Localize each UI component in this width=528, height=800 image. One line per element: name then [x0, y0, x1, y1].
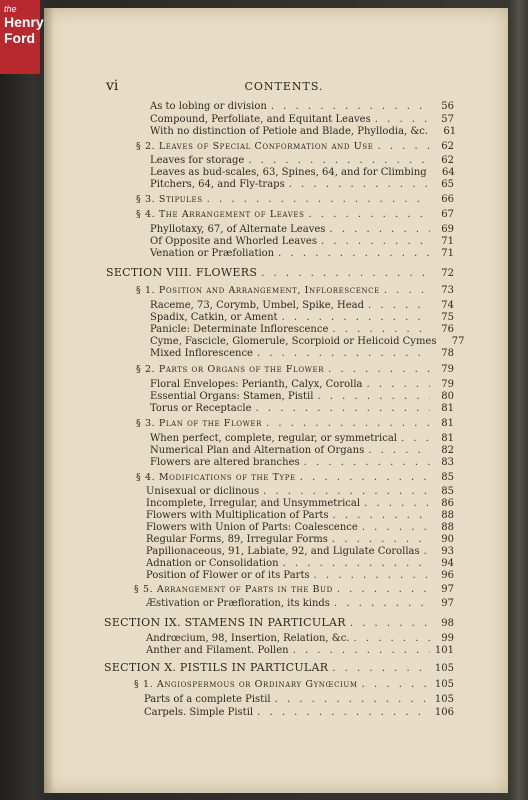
toc-entry: Compound, Perfoliate, and Equitant Leaves . . . 57: [150, 114, 454, 126]
toc-entry: Mixed Inflorescence . . . 78: [150, 348, 454, 360]
toc-section: SECTION VIII. FLOWERS . . . 72: [106, 267, 454, 279]
toc-subsection: § 2. Parts or Organs of the Flower . . . 79: [136, 364, 454, 376]
toc-entry: Parts of a complete Pistil . . . 105: [144, 694, 454, 706]
toc-entry: Flowers with Multiplication of Parts . . . 88: [146, 510, 454, 522]
toc-subsection: § 1. Angiospermous or Ordinary Gynœcium . . . 105: [134, 679, 454, 691]
toc-entry: Carpels. Simple Pistil . . . 106: [144, 707, 454, 719]
toc-entry: Andrœcium, 98, Insertion, Relation, &c. . . . 99: [146, 633, 454, 645]
toc-entry: Essential Organs: Stamen, Pistil . . . 80: [150, 391, 454, 403]
toc-entry: Numerical Plan and Alternation of Organs . . . 82: [150, 445, 454, 457]
toc-entry: Phyllotaxy, 67, of Alternate Leaves . . . 69: [150, 224, 454, 236]
toc-entry: Torus or Receptacle . . . 81: [150, 403, 454, 415]
toc-section: SECTION IX. STAMENS IN PARTICULAR . . . 98: [104, 617, 454, 629]
toc-entry: Panicle: Determinate Inflorescence . . . 76: [150, 324, 454, 336]
toc-subsection: § 2. Leaves of Special Conformation and Use . . . 62: [136, 141, 454, 153]
toc-entry: Cyme, Fascicle, Glomerule, Scorpioid or Helicoid Cymes 77: [150, 336, 465, 347]
toc-entry: Regular Forms, 89, Irregular Forms . . . 90: [146, 534, 454, 546]
logo-line-1: the: [4, 4, 17, 14]
toc-entry: Venation or Præfoliation . . . 71: [150, 248, 454, 260]
toc-entry: Unisexual or diclinous . . . 85: [146, 486, 454, 498]
toc-entry: Pitchers, 64, and Fly-traps . . . 65: [150, 179, 454, 191]
toc-subsection: § 1. Position and Arrangement, Inflorescence . . . 73: [136, 285, 454, 297]
toc-entry: Position of Flower or of its Parts . . . 96: [146, 570, 454, 582]
logo-line-2: Henry: [4, 14, 44, 30]
toc-entry: Æstivation or Præfloration, its kinds . . . 97: [146, 598, 454, 610]
page-title: CONTENTS.: [244, 80, 324, 93]
toc-entry: When perfect, complete, regular, or symmetrical . . . 81: [150, 433, 454, 445]
toc-subsection: § 5. Arrangement of Parts in the Bud . . . 97: [134, 584, 454, 596]
toc-entry: Raceme, 73, Corymb, Umbel, Spike, Head . . . 74: [150, 300, 454, 312]
toc-entry: Floral Envelopes: Perianth, Calyx, Corolla . . . 79: [150, 379, 454, 391]
toc-subsection: § 4. The Arrangement of Leaves . . . 67: [136, 209, 454, 221]
toc-subsection: § 3. Stipules . . . 66: [136, 194, 454, 206]
toc-entry: Papilionaceous, 91, Labiate, 92, and Ligulate Corollas . . . 93: [146, 546, 454, 558]
toc-entry: Of Opposite and Whorled Leaves . . . 71: [150, 236, 454, 248]
toc-entry: Flowers are altered branches . . . 83: [150, 457, 454, 469]
toc-entry: Spadix, Catkin, or Ament . . . 75: [150, 312, 454, 324]
toc-entry: Flowers with Union of Parts: Coalescence . . . 88: [146, 522, 454, 534]
toc-section: SECTION X. PISTILS IN PARTICULAR . . . 105: [104, 662, 454, 674]
toc-subsection: § 3. Plan of the Flower . . . 81: [136, 418, 454, 430]
toc-entry: Leaves for storage . . . 62: [150, 155, 454, 167]
toc-entry: With no distinction of Petiole and Blade, Phyllodia, &c. 61: [150, 126, 457, 137]
page-folio: vi: [106, 78, 119, 94]
toc-entry: Anther and Filament. Pollen . . . 101: [146, 645, 454, 657]
toc-entry: As to lobing or division . . . 56: [150, 101, 454, 113]
toc-entry: Leaves as bud-scales, 63, Spines, 64, and for Climbing 64: [150, 167, 455, 178]
toc-subsection: § 4. Modifications of the Type . . . 85: [136, 472, 454, 484]
logo-line-3: Ford: [4, 30, 36, 46]
toc-entry: Adnation or Consolidation . . . 94: [146, 558, 454, 570]
toc-entry: Incomplete, Irregular, and Unsymmetrical . . . 86: [146, 498, 454, 510]
